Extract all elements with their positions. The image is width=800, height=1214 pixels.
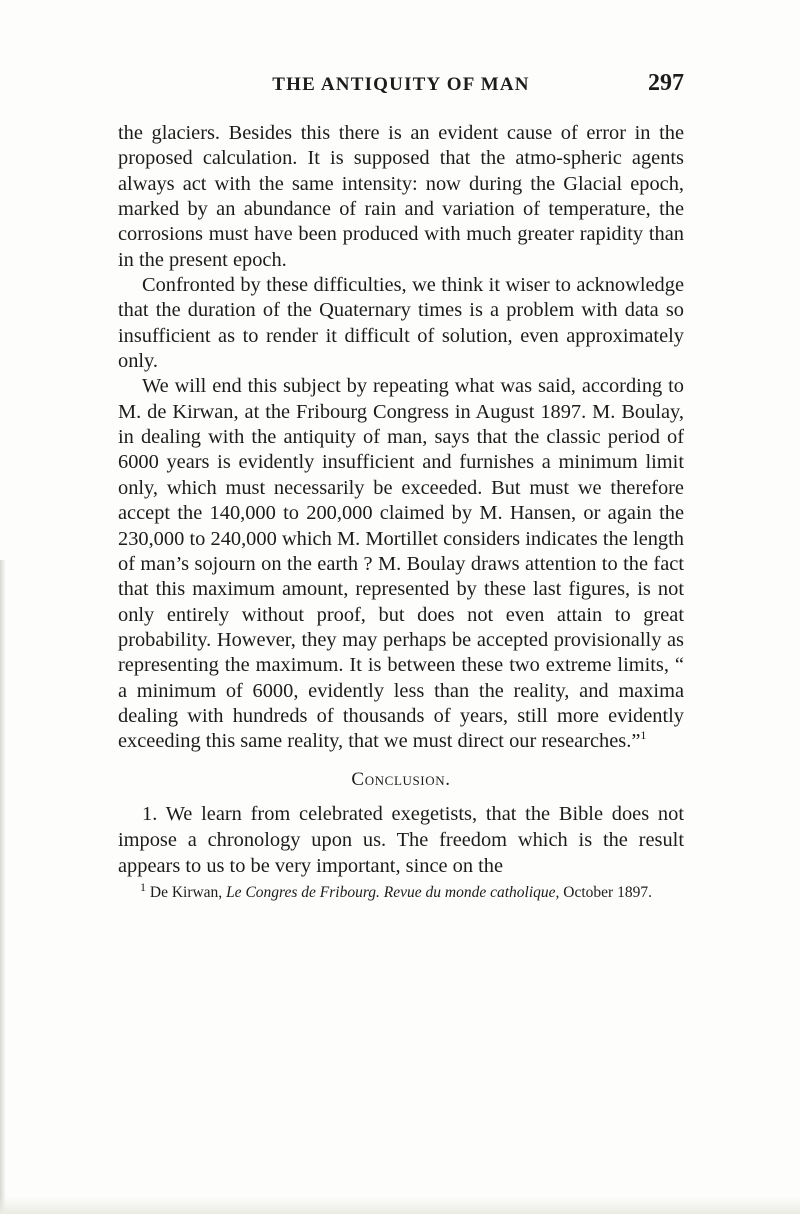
paragraph-glaciers: the glaciers. Besides this there is an evident cause of error in the proposed calculation. It is supposed that the atmo-spheric agents always act with the same intensity: now during the Glacial epoch, marked by an abundance of rain and variation of temperature, the corrosions must have been produced with much greater rapidity than in the present epoch. bbox=[118, 122, 684, 271]
paragraph-fribourg bbox=[118, 374, 684, 754]
paragraph-conclusion-1: 1. We learn from celebrated exegetists, that the Bible does not impose a chronology upon us. The freedom which is the result appears to us to be very important, since on the bbox=[118, 802, 684, 877]
page-number: 297 bbox=[648, 70, 684, 96]
running-head: THE ANTIQUITY OF MAN bbox=[272, 74, 530, 95]
footnote-title: Le Congres de Fribourg. bbox=[226, 883, 380, 901]
section-heading-conclusion: Conclusion. bbox=[351, 768, 451, 790]
footnote-date: October 1897. bbox=[563, 883, 652, 901]
footnote-journal: Revue du monde catholique, bbox=[383, 883, 560, 901]
page-header bbox=[118, 70, 684, 104]
footnote bbox=[118, 879, 684, 902]
footnote-reference: 1 bbox=[640, 728, 647, 743]
footnote-marker: 1 bbox=[140, 879, 146, 894]
paragraph-difficulties: Confronted by these difficulties, we think it wiser to acknowledge that the duration of the Quaternary times is a problem with data so insufficient as to render it difficult of solution, even approximately only. bbox=[118, 274, 684, 373]
paragraph-fribourg-text: We will end this subject by repeating what was said, according to M. de Kirwan, at the Fribourg Congress in August 1897. M. Boulay, in dealing with the antiquity of man, says that the classic period of 6000 years is evidently insufficient and furnishes a minimum limit only, which must necessarily be exceeded. But must we therefore accept the 140,000 to 200,000 claimed by M. Hansen, or again the 230,000 to 240,000 which M. Mortillet considers indicates the length of man’s sojourn on the earth ? M. Boulay draws attention to the fact that this maximum amount, represented by these last figures, is not only entirely without proof, but does not even attain to great probability. However, they may perhaps be accepted provisionally as representing the maximum. It is between these two extreme limits, “ a minimum of 6000, evidently less than the reality, and maxima dealing with hundreds of thousands of years, still more evidently exceeding this same reality, that we must direct our researches.” bbox=[118, 375, 684, 753]
footnote-author: De Kirwan, bbox=[149, 883, 223, 901]
body-text bbox=[118, 121, 684, 902]
page-left-edge-shadow bbox=[0, 560, 6, 1214]
page-bottom-edge-shadow bbox=[0, 1196, 800, 1214]
